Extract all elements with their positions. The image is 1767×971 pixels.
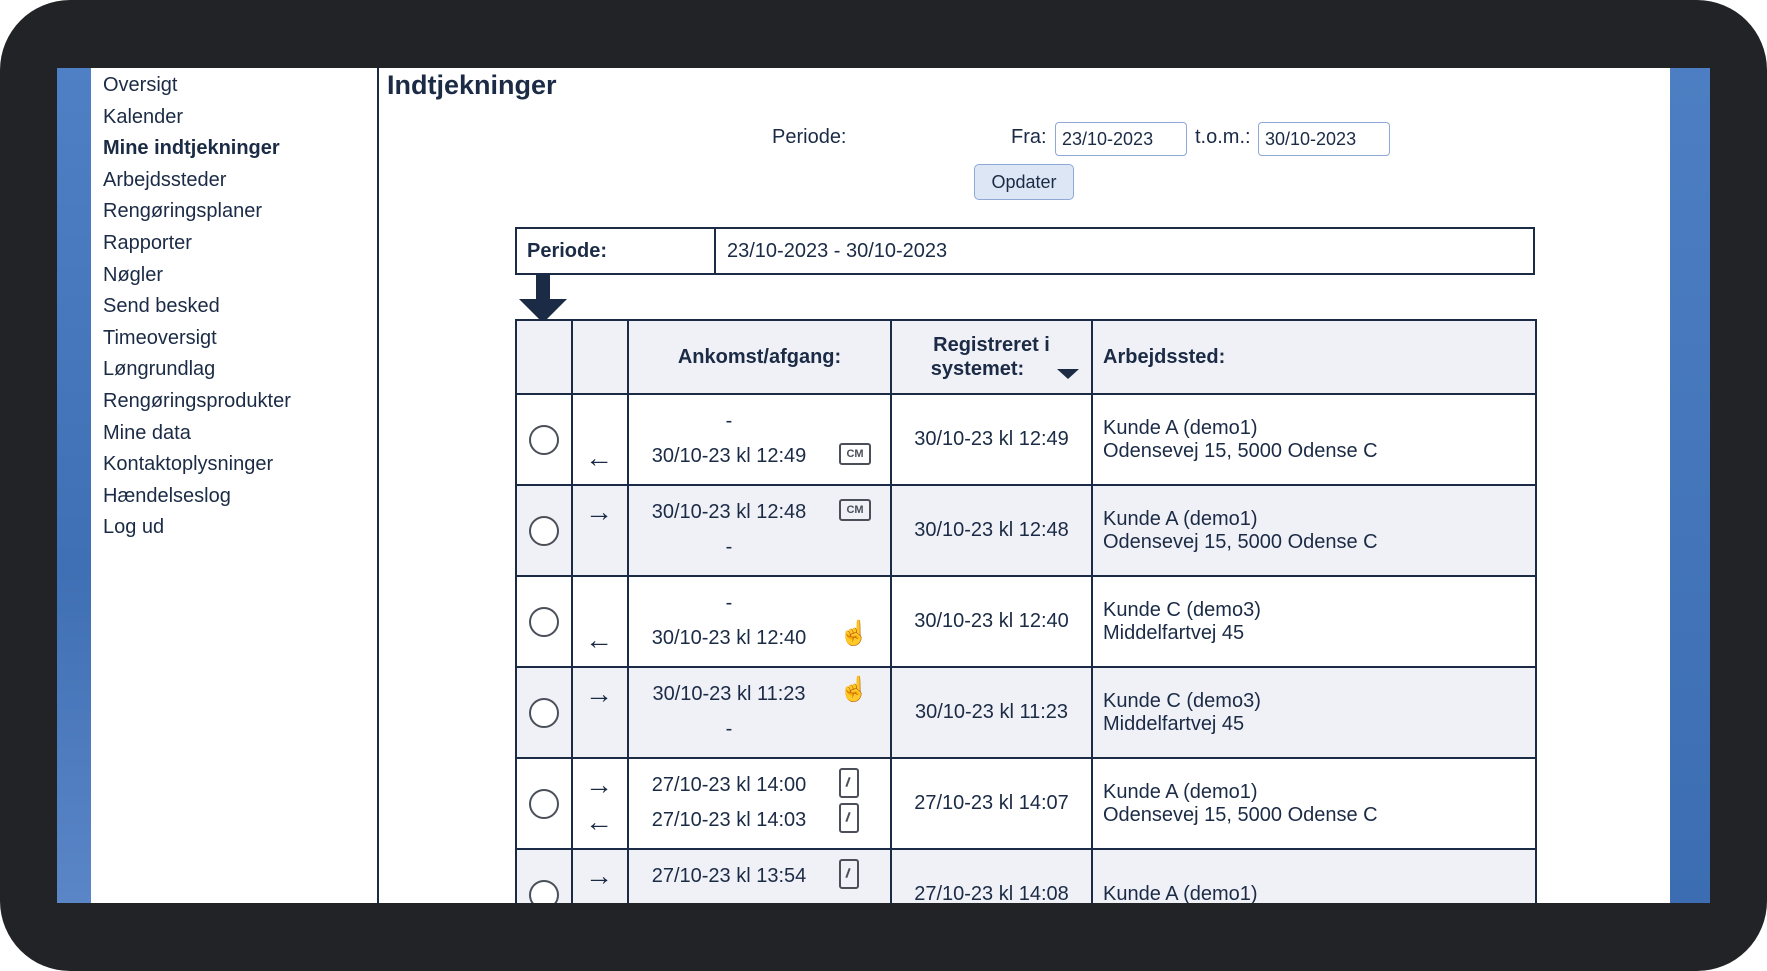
sidebar-nav	[103, 70, 291, 544]
workplace-cell	[1092, 667, 1536, 758]
workplace-name: Kunde C (demo3)	[1103, 689, 1261, 712]
direction-arrow-top: →	[585, 860, 613, 891]
period-summary	[515, 227, 1535, 275]
sidebar-item-8[interactable]: Timeoversigt	[103, 326, 217, 349]
sidebar-item-2[interactable]: Mine indtjekninger	[103, 137, 280, 160]
workplace-address: Odensevej 15, 5000 Odense C	[1103, 803, 1378, 826]
sidebar-item-14[interactable]: Log ud	[103, 516, 165, 539]
sidebar-item-7[interactable]: Send besked	[103, 295, 220, 318]
direction-arrow-bottom: ←	[585, 442, 613, 473]
select-cell	[516, 667, 572, 758]
checkins-table	[515, 319, 1537, 903]
table-row[interactable]	[516, 576, 1536, 667]
registered-cell: 27/10-23 kl 14:08	[891, 849, 1092, 903]
direction-arrow-bottom: ←	[585, 624, 613, 655]
select-cell	[516, 576, 572, 667]
select-cell	[516, 849, 572, 903]
table-row[interactable]	[516, 667, 1536, 758]
workplace-cell	[1092, 576, 1536, 667]
registered-cell: 30/10-23 kl 12:40	[891, 576, 1092, 667]
phone-icon	[839, 803, 859, 839]
cm-icon-label: CM	[839, 443, 871, 465]
workplace-name: Kunde A (demo1)	[1103, 416, 1258, 439]
sidebar-item-5[interactable]: Rapporter	[103, 231, 192, 254]
sidebar-item-3[interactable]: Arbejdssteder	[103, 168, 227, 191]
sidebar	[91, 68, 379, 903]
arrival-cell	[628, 485, 891, 576]
phone-icon	[839, 859, 859, 895]
direction-cell	[572, 394, 628, 485]
arrival-time-bottom: 30/10-23 kl 12:40	[651, 627, 807, 649]
direction-arrow-top: →	[585, 678, 613, 709]
period-summary-divider	[714, 229, 716, 273]
hand-icon: ☝	[839, 676, 869, 703]
row-radio[interactable]	[529, 607, 559, 637]
arrival-cell	[628, 849, 891, 903]
workplace-cell	[1092, 485, 1536, 576]
arrival-time-top: 27/10-23 kl 14:00	[651, 774, 807, 796]
workplace-name: Kunde A (demo1)	[1103, 780, 1258, 803]
fra-label: Fra:	[1011, 126, 1047, 148]
arrival-cell	[628, 394, 891, 485]
header-arrival: Ankomst/afgang:	[628, 320, 891, 394]
direction-cell	[572, 849, 628, 903]
hand-icon: ☝	[839, 620, 869, 647]
header-registered-line1: Registreret i	[933, 334, 1050, 356]
update-button[interactable]: Opdater	[974, 164, 1074, 200]
direction-arrow-top: →	[585, 496, 613, 527]
table-header-row	[516, 320, 1536, 394]
arrival-cell	[628, 758, 891, 849]
sidebar-item-6[interactable]: Nøgler	[103, 263, 164, 286]
header-workplace: Arbejdssted:	[1092, 320, 1536, 394]
row-radio[interactable]	[529, 789, 559, 819]
workplace-address: Middelfartvej 45	[1103, 712, 1245, 735]
row-radio[interactable]	[529, 516, 559, 546]
sidebar-item-4[interactable]: Rengøringsplaner	[103, 200, 262, 223]
direction-arrow-top: →	[585, 769, 613, 800]
tom-date-input[interactable]	[1258, 122, 1390, 156]
page-background-left	[57, 68, 91, 903]
sidebar-item-11[interactable]: Mine data	[103, 421, 191, 444]
registered-cell: 30/10-23 kl 11:23	[891, 667, 1092, 758]
select-cell	[516, 758, 572, 849]
registered-cell: 27/10-23 kl 14:07	[891, 758, 1092, 849]
page-title: Indtjekninger	[387, 70, 557, 100]
select-cell	[516, 485, 572, 576]
arrow-down-icon	[519, 273, 567, 325]
arrival-time-bottom: -	[725, 718, 733, 740]
cm-icon-label: CM	[839, 499, 871, 521]
table-body	[516, 394, 1536, 903]
arrival-time-bottom: 27/10-23 kl 14:03	[651, 809, 807, 831]
arrival-time-top: 30/10-23 kl 11:23	[652, 683, 806, 705]
direction-arrow-bottom: ←	[585, 806, 613, 837]
direction-cell	[572, 576, 628, 667]
table-row[interactable]	[516, 758, 1536, 849]
sidebar-item-10[interactable]: Rengøringsprodukter	[103, 389, 291, 412]
direction-cell	[572, 485, 628, 576]
sidebar-item-0[interactable]: Oversigt	[103, 74, 178, 96]
arrival-time-top: -	[725, 410, 733, 432]
workplace-cell	[1092, 849, 1536, 903]
sidebar-item-1[interactable]: Kalender	[103, 105, 184, 128]
workplace-address: Middelfartvej 45	[1103, 621, 1245, 644]
sidebar-item-12[interactable]: Kontaktoplysninger	[103, 453, 274, 476]
select-cell	[516, 394, 572, 485]
header-registered-line2: systemet:	[930, 358, 1025, 380]
arrival-time-top: -	[725, 592, 733, 614]
phone-icon	[839, 768, 859, 804]
workplace-address: Odensevej 15, 5000 Odense C	[1103, 439, 1378, 462]
workplace-name: Kunde C (demo3)	[1103, 598, 1261, 621]
workplace-address: Odensevej 15, 5000 Odense C	[1103, 530, 1378, 553]
arrival-cell	[628, 576, 891, 667]
registered-cell: 30/10-23 kl 12:49	[891, 394, 1092, 485]
row-radio[interactable]	[529, 698, 559, 728]
filter-periode-label: Periode:	[772, 126, 847, 148]
row-radio[interactable]	[529, 880, 559, 904]
workplace-name: Kunde A (demo1)	[1103, 507, 1258, 530]
arrival-cell	[628, 667, 891, 758]
sidebar-item-9[interactable]: Løngrundlag	[103, 358, 216, 381]
header-registered[interactable]	[891, 320, 1092, 394]
workplace-cell	[1092, 758, 1536, 849]
sidebar-item-13[interactable]: Hændelseslog	[103, 484, 231, 507]
header-select	[516, 320, 572, 394]
tom-label: t.o.m.:	[1195, 126, 1251, 148]
arrival-time-bottom: 30/10-23 kl 12:49	[651, 445, 807, 467]
cm-icon	[839, 495, 871, 521]
arrival-time-top: 30/10-23 kl 12:48	[651, 501, 807, 523]
registered-cell: 30/10-23 kl 12:48	[891, 485, 1092, 576]
workplace-cell	[1092, 394, 1536, 485]
row-radio[interactable]	[529, 425, 559, 455]
sort-desc-icon[interactable]	[1057, 369, 1079, 379]
cm-icon	[839, 439, 871, 465]
main-content	[379, 68, 1670, 903]
arrival-time-top: 27/10-23 kl 13:54	[651, 865, 807, 887]
header-direction	[572, 320, 628, 394]
browser-viewport	[57, 68, 1710, 903]
page-background-right	[1670, 68, 1710, 903]
workplace-name: Kunde A (demo1)	[1103, 883, 1258, 903]
table-row[interactable]	[516, 485, 1536, 576]
table-row[interactable]	[516, 394, 1536, 485]
arrival-time-bottom: -	[725, 536, 733, 558]
direction-cell	[572, 758, 628, 849]
period-summary-value: 23/10-2023 - 30/10-2023	[727, 240, 948, 262]
table-row[interactable]	[516, 849, 1536, 903]
period-summary-label: Periode:	[527, 240, 608, 262]
fra-date-input[interactable]	[1055, 122, 1187, 156]
direction-cell	[572, 667, 628, 758]
